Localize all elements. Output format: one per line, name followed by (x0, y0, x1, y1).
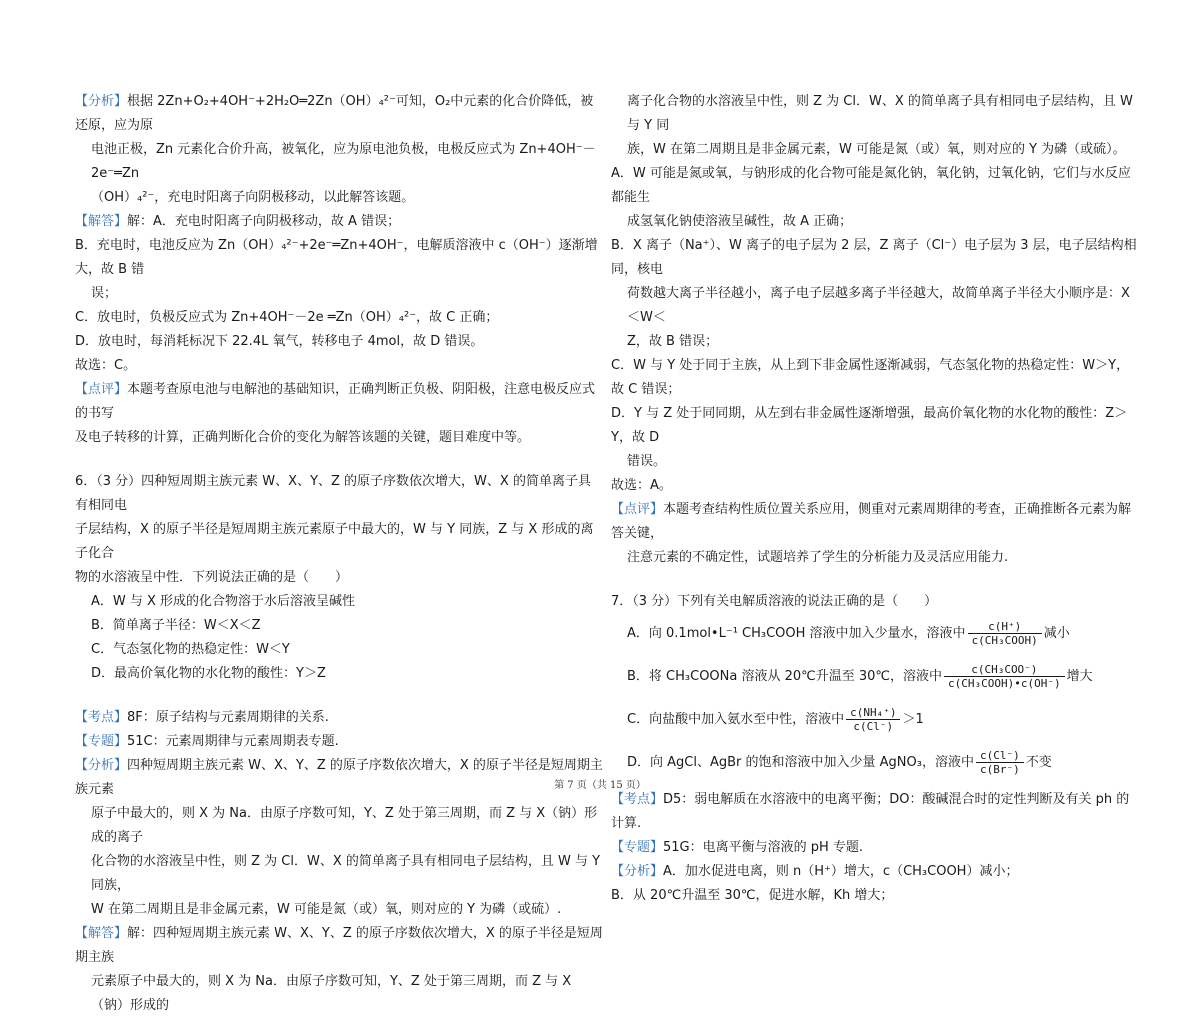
q6-topic: 【专题】51C：元素周期律与元素周期表专题. (75, 734, 339, 749)
analysis-tag: 【分析】 (75, 758, 128, 773)
q5-analysis-line-3: （OH）₄²⁻，充电时阳离子向阴极移动，以此解答该题。 (91, 190, 415, 205)
q6-option-c: C．气态氢化物的热稳定性：W＜Y (91, 642, 290, 657)
point-tag: 【考点】 (611, 792, 664, 807)
q7-b-fraction: $\frac{\text{c(CH₃COO⁻)}}{\text{c(CH₃COOH)•c(OH⁻)}}$ (944, 663, 1065, 690)
q7-analysis-line-1: 【分析】A．加水促进电离，则 n（H⁺）增大，c（CH₃COOH）减小； (611, 864, 1019, 879)
q5-comment-line-1: 【点评】本题考查原电池与电解池的基础知识，正确判断正负极、阴阳极，注意电极反应式的书写 (75, 382, 596, 421)
q7-a-fraction: $\frac{c(H^+)}{\text{c(CH₃COOH)}}$ (968, 620, 1042, 647)
q5-answer-line-2: B．充电时，电池反应为 Zn（OH）₄²⁻+2e⁻═Zn+4OH⁻，电解质溶液中 c（OH⁻）逐渐增大，故 B 错 (75, 238, 598, 277)
q7-option-c: C．向盐酸中加入氨水至中性，溶液中 $\frac{\text{c(NH₄⁺)}}{c(Cl^-)}$ ＞1 (627, 706, 924, 733)
q6-option-d: D．最高价氧化物的水化物的酸性：Y＞Z (91, 666, 326, 681)
q5-answer-line-5: D．放电时，每消耗标况下 22.4L 氧气，转移电子 4mol，故 D 错误。 (75, 334, 484, 349)
q6-item-c: C．W 与 Y 处于同于主族，从上到下非金属性逐渐减弱，气态氢化物的热稳定性：W＞Y，故 C 错误； (611, 358, 1130, 397)
q7-option-b: B．将 CH₃COONa 溶液从 20℃升温至 30℃，溶液中 $\frac{\text{c(CH₃COO⁻)}}{\text{c(CH₃COOH)•c(OH⁻)}}$ 增大 (627, 663, 1093, 690)
q6-option-b: B．简单离子半径：W＜X＜Z (91, 618, 261, 633)
q5-answer-line-1: 【解答】解：A．充电时阳离子向阴极移动，故 A 错误； (75, 214, 401, 229)
q5-answer-line-6: 故选：C。 (75, 358, 137, 373)
q6-item-b-1: B．X 离子（Na⁺）、W 离子的电子层为 2 层，Z 离子（Cl⁻）电子层为 3 层，电子层结构相同，核电 (611, 238, 1137, 277)
analysis-tag: 【分析】 (611, 864, 664, 879)
q7-topic: 【专题】51G：电离平衡与溶液的 pH 专题. (611, 840, 864, 855)
topic-tag: 【专题】 (611, 840, 664, 855)
q6-analysis-line-2: 原子中最大的，则 X 为 Na．由原子序数可知，Y、Z 处于第三周期，而 Z 与 X（钠）形成的离子 (91, 806, 598, 845)
q5-analysis-line-2: 电池正极，Zn 元素化合价升高，被氧化，应为原电池负极，电极反应式为 Zn+4OH⁻－2e⁻═Zn (91, 142, 596, 181)
q5-analysis-line-1: 【分析】根据 2Zn+O₂+4OH⁻+2H₂O═2Zn（OH）₄²⁻可知，O₂中元素的化合价降低，被还原，应为原 (75, 94, 594, 133)
q6-item-d-1: D．Y 与 Z 处于同同期，从左到右非金属性逐渐增强，最高价氧化物的水化物的酸性：Z＞Y，故 D (611, 406, 1128, 445)
q6-answer-cont-2: 族，W 在第二周期且是非金属元素，W 可能是氮（或）氧，则对应的 Y 为磷（或硫）。 (627, 142, 1126, 157)
q6-answer-cont-1: 离子化合物的水溶液呈中性，则 Z 为 Cl．W、X 的简单离子具有相同电子层结构，且 W 与 Y 同 (627, 94, 1133, 133)
q7-d-fraction: $\frac{c(Cl^-)}{c(Br^-)}$ (976, 749, 1024, 776)
q6-item-d-2: 错误。 (627, 454, 667, 469)
answer-tag: 【解答】 (75, 214, 128, 229)
topic-tag: 【专题】 (75, 734, 128, 749)
point-tag: 【考点】 (75, 710, 128, 725)
answer-tag: 【解答】 (75, 926, 128, 941)
q6-item-b-2: 荷数越大离子半径越小，离子电子层越多离子半径越大，故简单离子半径大小顺序是：X＜W＜ (627, 286, 1130, 325)
q6-answer-line-1: 【解答】解：四种短周期主族元素 W、X、Y、Z 的原子序数依次增大，X 的原子半径是短周期主族 (75, 926, 603, 965)
q6-stem-line-1: 6．（3 分）四种短周期主族元素 W、X、Y、Z 的原子序数依次增大，W、X 的简单离子具有相同电 (75, 474, 591, 513)
q6-item-b-3: Z，故 B 错误； (627, 334, 719, 349)
left-column (75, 90, 603, 1018)
q6-point: 【考点】8F：原子结构与元素周期律的关系. (75, 710, 329, 725)
q6-answer-line-2: 元素原子中最大的，则 X 为 Na．由原子序数可知，Y、Z 处于第三周期，而 Z 与 X（钠）形成的 (91, 974, 572, 1013)
analysis-tag: 【分析】 (75, 94, 128, 109)
q6-option-a: A．W 与 X 形成的化合物溶于水后溶液呈碱性 (91, 594, 356, 609)
q7-stem: 7．（3 分）下列有关电解质溶液的说法正确的是（ ） (611, 594, 938, 609)
q6-item-a-2: 成氢氧化钠使溶液呈碱性，故 A 正确； (627, 214, 853, 229)
q5-comment-line-2: 及电子转移的计算，正确判断化合价的变化为解答该题的关键，题目难度中等。 (75, 430, 531, 445)
q6-analysis-line-4: W 在第二周期且是非金属元素，W 可能是氮（或）氧，则对应的 Y 为磷（或硫）. (91, 902, 562, 917)
q6-comment-line-1: 【点评】本题考查结构性质位置关系应用，侧重对元素周期律的考查，正确推断各元素为解答关键， (611, 502, 1132, 541)
q7-option-a: A．向 0.1mol•L⁻¹ CH₃COOH 溶液中加入少量水，溶液中 $\frac{c(H^+)}{\text{c(CH₃COOH)}}$ 减小 (627, 620, 1070, 647)
q6-stem-line-2: 子层结构，X 的原子半径是短周期主族元素原子中最大的，W 与 Y 同族，Z 与 X 形成的离子化合 (75, 522, 594, 561)
q6-analysis-line-3: 化合物的水溶液呈中性，则 Z 为 Cl．W、X 的简单离子具有相同电子层结构，且 W 与 Y 同族， (91, 854, 601, 893)
comment-tag: 【点评】 (611, 502, 664, 517)
q6-stem-line-3: 物的水溶液呈中性．下列说法正确的是（ ） (75, 570, 349, 585)
q6-item-a-1: A．W 可能是氮或氧，与钠形成的化合物可能是氮化钠，氧化钠，过氧化钠，它们与水反应都能生 (611, 166, 1131, 205)
q6-analysis-line-1: 【分析】四种短周期主族元素 W、X、Y、Z 的原子序数依次增大，X 的原子半径是短周期主族元素 (75, 758, 603, 797)
q5-answer-line-4: C．放电时，负极反应式为 Zn+4OH⁻－2e ═Zn（OH）₄²⁻，故 C 正确； (75, 310, 499, 325)
page-footer: 第 7 页（共 15 页） (554, 780, 646, 791)
q6-choice: 故选：A。 (611, 478, 672, 493)
comment-tag: 【点评】 (75, 382, 128, 397)
q6-comment-line-2: 注意元素的不确定性，试题培养了学生的分析能力及灵活应用能力. (627, 550, 1009, 565)
q7-point: 【考点】D5：弱电解质在水溶液中的电离平衡；DO：酸碱混合时的定性判断及有关 ph 的计算. (611, 792, 1130, 831)
q7-analysis-line-2: B．从 20℃升温至 30℃，促进水解，Kh 增大； (611, 888, 894, 903)
q7-c-fraction: $\frac{\text{c(NH₄⁺)}}{c(Cl^-)}$ (846, 706, 900, 733)
q5-answer-line-3: 误； (91, 286, 118, 301)
q7-option-d: D．向 AgCl、AgBr 的饱和溶液中加入少量 AgNO₃，溶液中 $\frac{c(Cl^-)}{c(Br^-)}$ 不变 (627, 749, 1052, 776)
